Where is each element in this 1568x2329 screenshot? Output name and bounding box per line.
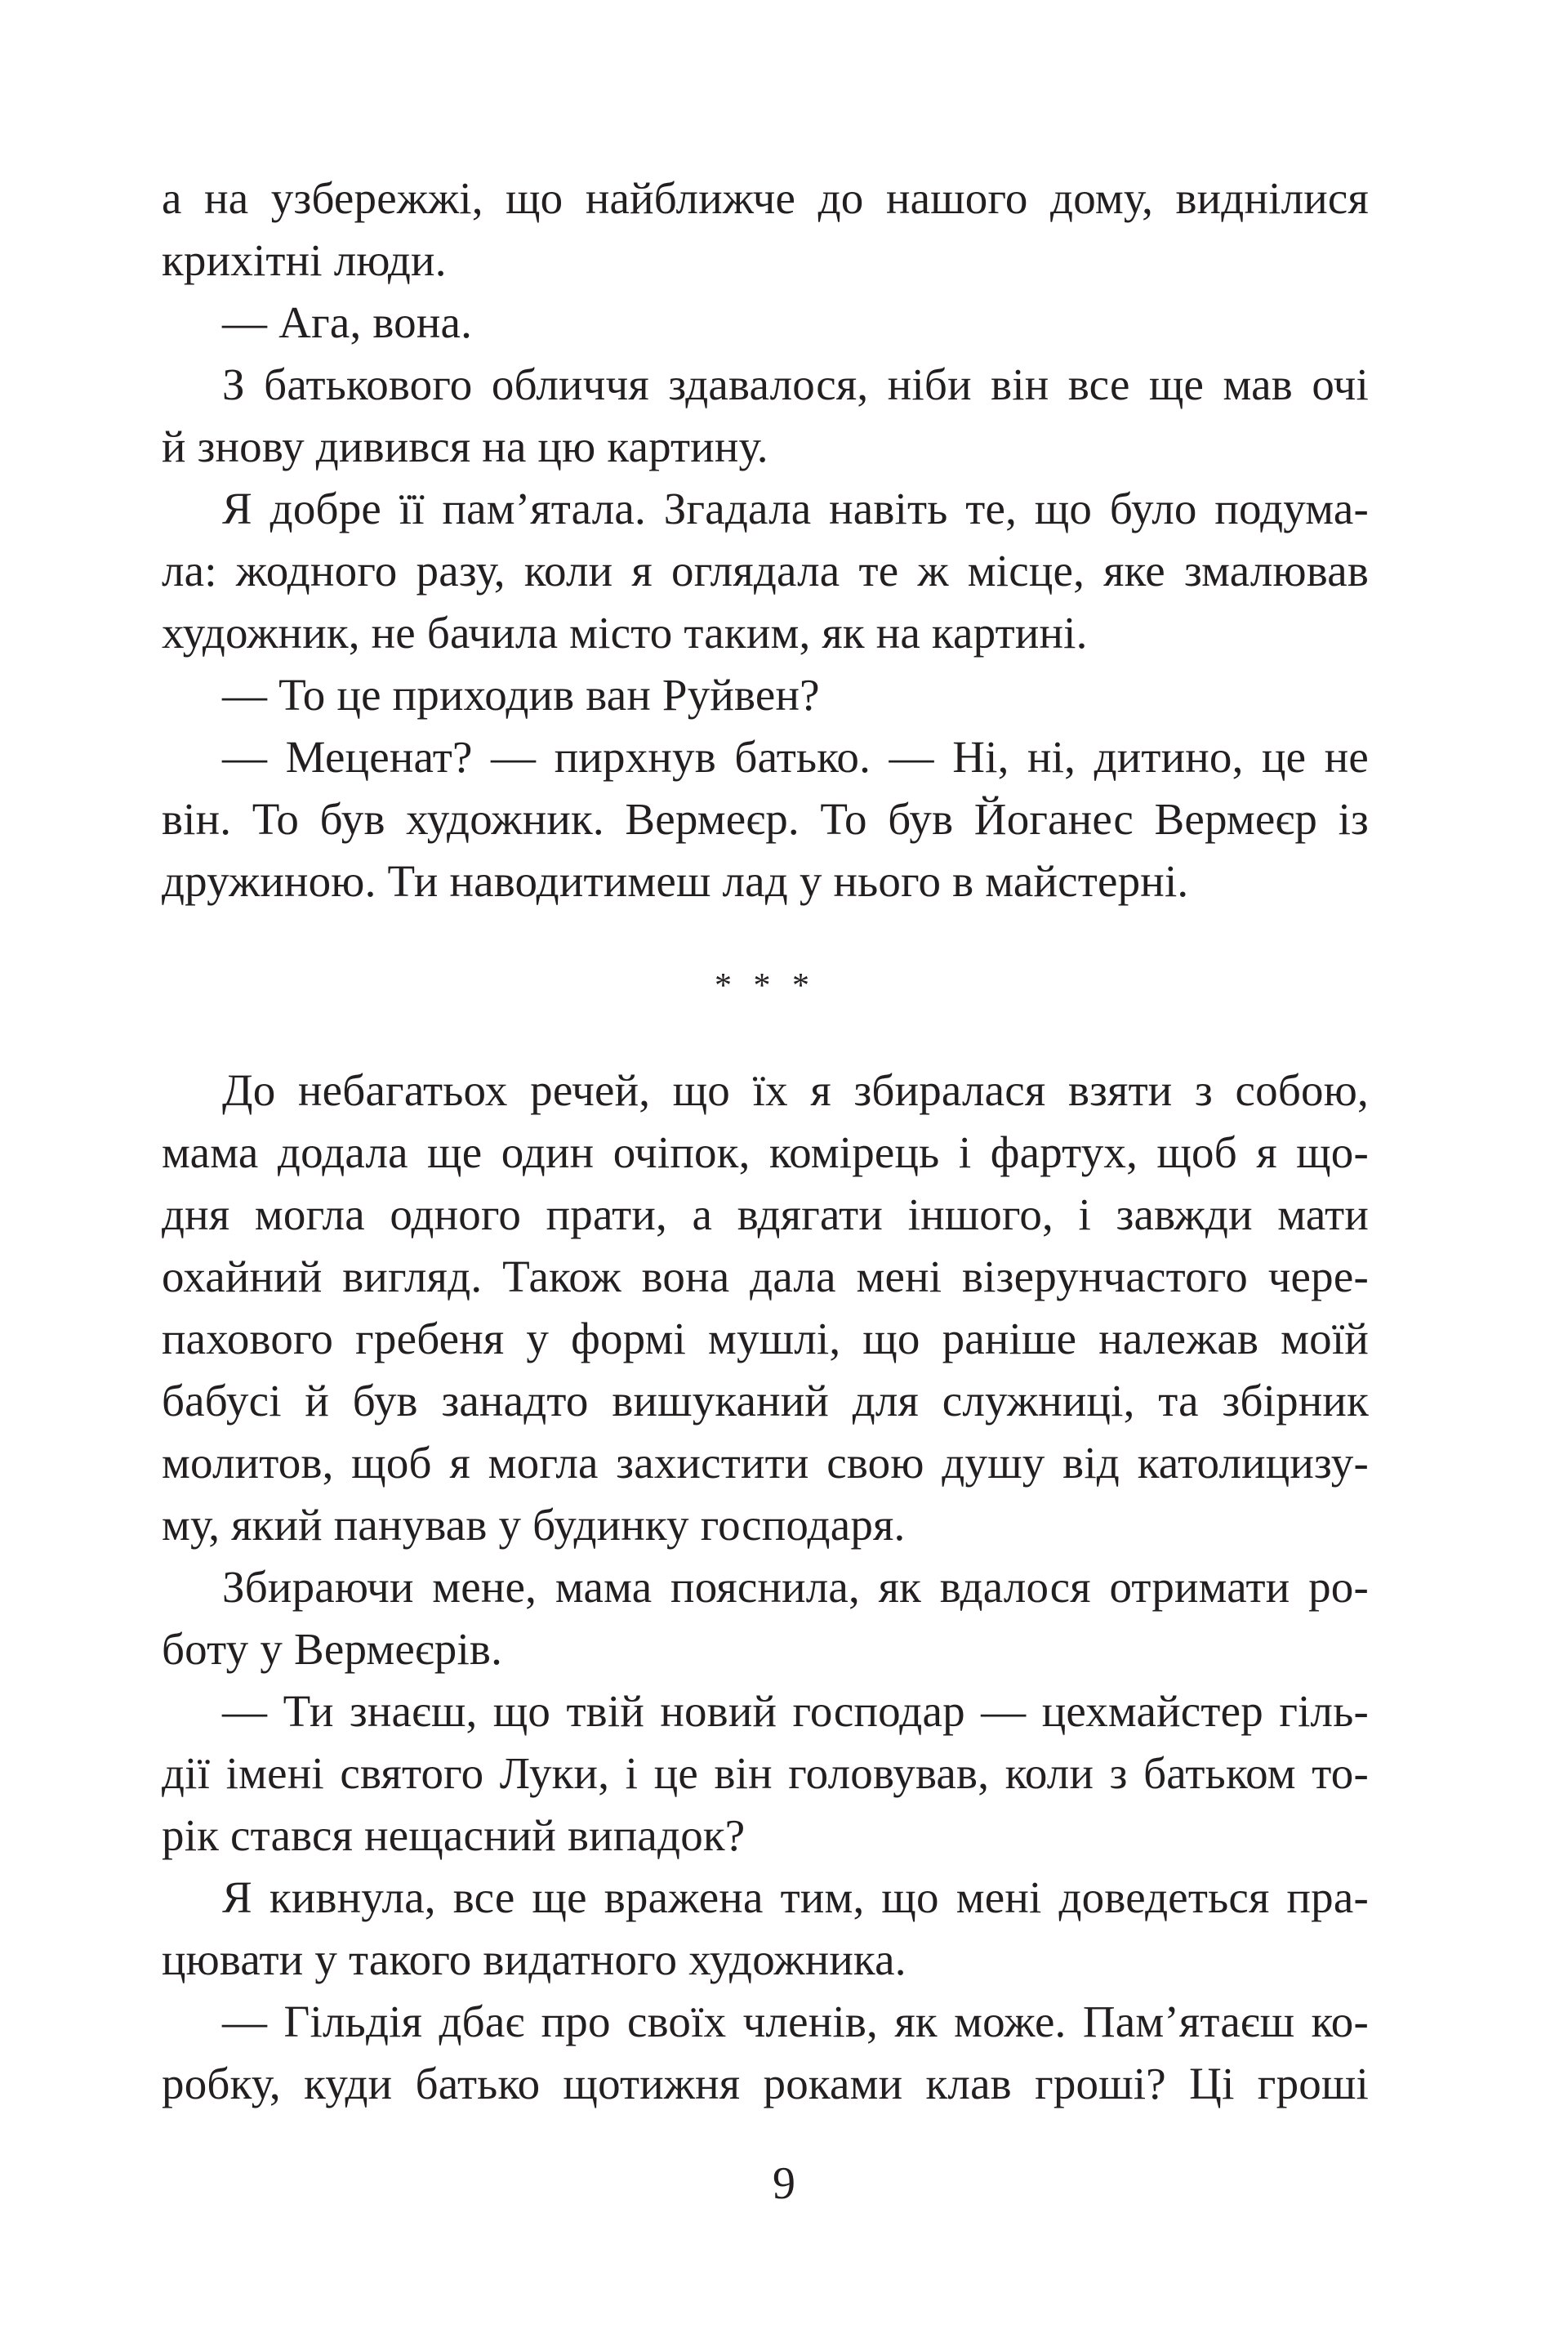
text-line: Збираючи мене, мама пояснила, як вдалося отримати ро- xyxy=(222,1562,1369,1612)
text-line: пахового гребеня у формі мушлі, що раніше належав моїй xyxy=(162,1314,1369,1363)
text-line: дня могла одного прати, а вдягати іншого, і завжди мати xyxy=(162,1189,1369,1239)
text-line: бабусі й був занадто вишуканий для служниці, та збірник xyxy=(162,1376,1369,1426)
text-line: — Ага, вона. xyxy=(222,297,473,347)
text-line: охайний вигляд. Також вона дала мені візерунчастого чере- xyxy=(162,1252,1369,1301)
text-line: му, який панував у будинку господаря. xyxy=(162,1500,906,1550)
text-section-2 xyxy=(162,1060,1369,2115)
text-line: Я добре її пам’ятала. Згадала навіть те, що було подума- xyxy=(222,484,1369,533)
text-line: робку, куди батько щотижня роками клав гроші? Ці гроші xyxy=(162,2059,1369,2108)
section-gap xyxy=(162,912,1369,955)
text-line: — Меценат? — пирхнув батько. — Ні, ні, дитино, це не xyxy=(222,732,1369,782)
section-separator: * * * xyxy=(715,967,816,1005)
text-line: До небагатьох речей, що їх я збиралася взяти з собою, xyxy=(222,1065,1369,1115)
text-line: — Ти знаєш, що твій новий господар — цехмайстер гіль- xyxy=(222,1686,1369,1736)
text-line: боту у Вермеєрів. xyxy=(162,1624,503,1674)
text-line: ла: жодного разу, коли я оглядала те ж місце, яке змалював xyxy=(162,546,1369,596)
text-line: цювати у такого видатного художника. xyxy=(162,1934,906,1984)
section-gap xyxy=(162,1017,1369,1060)
text-section-1 xyxy=(162,167,1369,912)
book-page xyxy=(162,167,1369,2115)
text-line: крихітні люди. xyxy=(162,235,447,285)
text-line: художник, не бачила місто таким, як на картині. xyxy=(162,608,1088,658)
text-line: а на узбережжі, що найближче до нашого дому, виднілися xyxy=(162,173,1369,223)
text-line: молитов, щоб я могла захистити свою душу від католицизу- xyxy=(162,1438,1369,1488)
text-line: й знову дивився на цю картину. xyxy=(162,422,768,471)
text-line: дії імені святого Луки, і це він головував, коли з батьком то- xyxy=(162,1748,1369,1798)
text-line: З батькового обличчя здавалося, ніби він все ще мав очі xyxy=(222,359,1369,409)
text-line: Я кивнула, все ще вражена тим, що мені доведеться пра- xyxy=(222,1872,1369,1922)
text-line: він. То був художник. Вермеєр. То був Йоганес Вермеєр із xyxy=(162,794,1369,844)
text-line: — То це приходив ван Руйвен? xyxy=(222,670,820,720)
text-line: дружиною. Ти наводитимеш лад у нього в майстерні. xyxy=(162,856,1189,906)
text-line: — Гільдія дбає про своїх членів, як може. Пам’ятаєш ко- xyxy=(222,1997,1369,2046)
page-number: 9 xyxy=(773,2158,795,2209)
text-line: рік стався нещасний випадок? xyxy=(162,1810,746,1860)
text-line: мама додала ще один очіпок, комірець і фартух, щоб я що- xyxy=(162,1127,1369,1177)
